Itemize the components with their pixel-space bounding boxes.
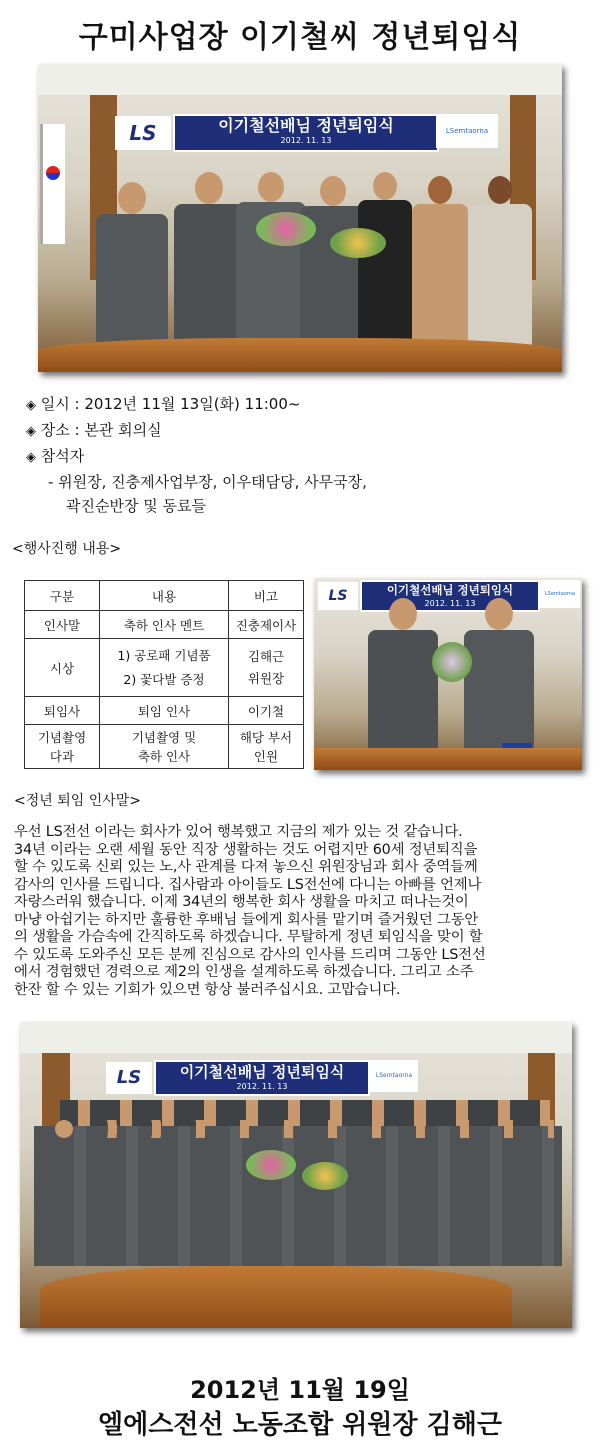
flower-bouquet	[302, 1162, 348, 1190]
side-logo: LSemtaorna	[436, 114, 498, 148]
program-heading: <행사진행 내용>	[12, 541, 122, 557]
ls-logo: LS	[115, 116, 171, 150]
flower-bouquet	[432, 642, 472, 682]
table-cell: 기념촬영 및 축하 인사	[100, 725, 229, 769]
crowd-front-row	[34, 1126, 562, 1266]
person	[368, 598, 438, 748]
page-title: 구미사업장 이기철씨 정년퇴임식	[78, 20, 522, 55]
table-cell: 김해근 위원장	[229, 639, 304, 697]
table-cell: 축하 인사 멘트	[100, 611, 229, 639]
side-logo: LSemtaorna	[370, 1060, 418, 1092]
speech-line: 할 수 있도록 신뢰 있는 노,사 관계를 다져 놓으신 위원장님과 회사 중역들께	[14, 859, 478, 875]
table-cell: 퇴임 인사	[100, 697, 229, 725]
program-table	[24, 580, 304, 769]
footer-date: 2012년 11월 19일	[190, 1376, 410, 1404]
table	[38, 338, 562, 372]
flag-icon	[40, 124, 65, 244]
flower-bouquet	[256, 212, 316, 246]
table-header: 구분	[25, 581, 100, 611]
retirement-speech	[14, 824, 592, 999]
table-header: 비고	[229, 581, 304, 611]
speech-line: 수 있도록 도와주신 모든 분께 진심으로 감사의 인사를 드리며 그동안 LS전선	[14, 946, 486, 963]
event-banner: LS 이기철선배님 정년퇴임식 2012. 11. 13	[173, 114, 439, 152]
table	[40, 1266, 512, 1328]
table-cell: 시상	[25, 639, 100, 697]
speech-line: 한잔 할 수 있는 기회가 있으면 항상 불러주십시요. 고맙습니다.	[14, 981, 401, 998]
table-cell: 이기철	[229, 697, 304, 725]
attendees-list-cont: 곽진순반장 및 동료들	[66, 497, 206, 515]
flower-bouquet	[246, 1150, 296, 1180]
table-cell: 1) 공로패 기념품 2) 꽃다발 증정	[100, 639, 229, 697]
speech-line: 34년 이라는 오랜 세월 동안 직장 생활하는 것도 어렵지만 60세 정년퇴직을	[14, 841, 478, 858]
speech-line: 에서 경험했던 경력으로 제2의 인생을 설계하도록 하겠습니다. 그리고 소주	[14, 964, 474, 980]
attendees-list: - 위원장, 진충제사업부장, 이우태담당, 사무국장,	[48, 473, 367, 491]
ls-logo: LS	[106, 1062, 152, 1094]
info-date: ◈ 일시 : 2012년 11월 13일(화) 11:00~	[26, 395, 301, 413]
footer-signature: 엘에스전선 노동조합 위원장 김해근	[98, 1410, 502, 1440]
info-place: ◈ 장소 : 본관 회의실	[26, 421, 162, 439]
table	[314, 748, 582, 770]
table-header: 내용	[100, 581, 229, 611]
event-banner: LS 이기철선배님 정년퇴임식 2012. 11. 13	[360, 580, 540, 612]
speech-line: 마냥 아쉽기는 하지만 훌륭한 후배님 들에게 회사를 맡기며 즐거웠던 그동안	[14, 911, 479, 928]
flower-bouquet	[330, 228, 386, 258]
award-photo	[314, 578, 582, 770]
table-cell: 해당 부서 인원	[229, 725, 304, 769]
ceremony-photo-group	[38, 64, 562, 372]
table-cell: 기념촬영 다과	[25, 725, 100, 769]
speech-line: 우선 LS전선 이라는 회사가 있어 행복했고 지금의 제가 있는 것 같습니다.	[14, 824, 463, 840]
speech-line: 자랑스러워 했습니다. 이제 34년의 행복한 회사 생활을 마치고 떠나는것이	[14, 894, 469, 910]
person	[464, 598, 534, 748]
info-attendees: ◈ 참석자	[26, 447, 85, 465]
table-cell: 진충제이사	[229, 611, 304, 639]
event-info	[26, 392, 566, 518]
table-cell: 인사말	[25, 611, 100, 639]
ls-logo: LS	[318, 582, 358, 610]
group-photo	[20, 1022, 572, 1328]
event-banner: LS 이기철선배님 정년퇴임식 2012. 11. 13	[154, 1060, 370, 1096]
crowd-faces	[54, 1120, 554, 1138]
speech-line: 감사의 인사를 드립니다. 집사람과 아이들도 LS전선에 다니는 아빠를 언제나	[14, 876, 482, 893]
table-cell: 퇴임사	[25, 697, 100, 725]
speech-line: 의 생활을 가슴속에 간직하도록 하겠습니다. 무탈하게 정년 퇴임식을 맞이 할	[14, 929, 483, 945]
side-logo: LSemtaorna	[540, 580, 580, 608]
speech-heading: <정년 퇴임 인사말>	[14, 793, 142, 809]
